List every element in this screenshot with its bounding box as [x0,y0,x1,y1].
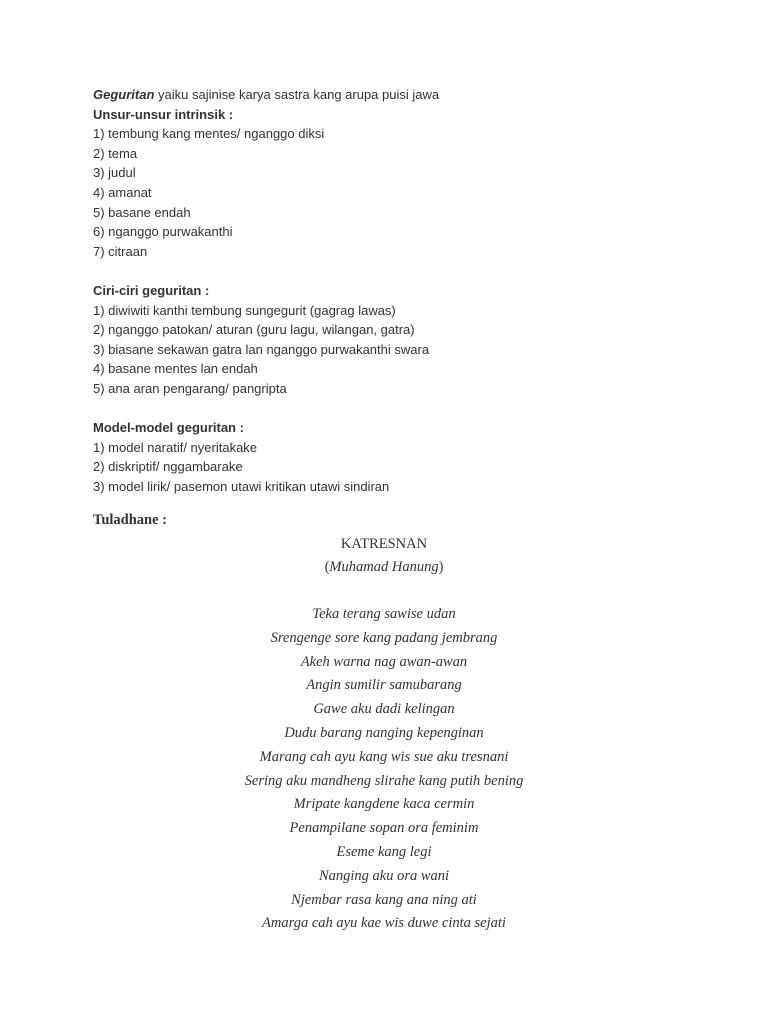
theory-section [93,85,693,496]
ciri-item: 2) nganggo patokan/ aturan (guru lagu, wilangan, gatra) [93,322,415,338]
poem-verses [0,603,768,936]
poem-verse: Nanging aku ora wani [318,867,450,884]
poem-verse: Mripate kangdene kaca cermin [293,796,475,813]
ciri-item: 3) biasane sekawan gatra lan nganggo purwakanthi swara [93,341,430,357]
poem-verse: Njembar rasa kang ana ning ati [291,891,477,908]
poem-verse: Gawe aku dadi kelingan [313,701,455,718]
author-paren-open: ( [324,559,330,575]
poem-verse: Marang cah ayu kang wis sue aku tresnani [259,748,509,765]
author-name: Muhamad Hanung [329,559,439,575]
author-paren-close: ) [438,559,444,575]
paragraph-spacer [93,399,693,419]
unsur-item: 1) tembung kang mentes/ nganggo diksi [93,126,325,142]
intro-line [93,85,693,105]
poem-author [0,556,768,578]
poem-verse: Sering aku mandheng slirahe kang putih bening [244,772,524,789]
poem-verse: Angin sumilir samubarang [306,677,462,694]
poem-verse: Penampilane sopan ora feminim [289,820,479,837]
ciri-heading: Ciri-ciri geguritan : [93,282,210,298]
model-heading: Model-model geguritan : [93,420,244,436]
ciri-item: 5) ana aran pengarang/ pangripta [93,380,287,396]
poem-title: KATRESNAN [340,536,428,552]
unsur-item: 4) amanat [93,184,152,200]
poem-verse: Eseme kang legi [336,843,432,860]
paragraph-spacer [93,261,693,281]
unsur-item: 7) citraan [93,243,148,259]
ciri-item: 1) diwiwiti kanthi tembung sungegurit (gagrag lawas) [93,302,396,318]
model-item: 3) model lirik/ pasemon utawi kritikan utawi sindiran [93,478,390,494]
unsur-item: 2) tema [93,145,138,161]
poem-verse: Amarga cah ayu kae wis duwe cinta sejati [262,915,506,932]
intro-definition: yaiku sajinise karya sastra kang arupa puisi jawa [154,87,440,102]
example-label: Tuladhane : [93,512,168,528]
unsur-item: 6) nganggo purwakanthi [93,224,233,240]
model-item: 2) diskriptif/ nggambarake [93,459,243,475]
intro-term: Geguritan [93,87,155,102]
ciri-item: 4) basane mentes lan endah [93,361,258,377]
poem-verse: Teka terang sawise udan [312,606,456,622]
poem-verse: Dudu barang nanging kepenginan [284,724,484,741]
unsur-heading: Unsur-unsur intrinsik : [93,106,234,122]
unsur-item: 5) basane endah [93,204,191,220]
model-item: 1) model naratif/ nyeritakake [93,439,258,455]
unsur-item: 3) judul [93,165,136,181]
poem-verse: Akeh warna nag awan-awan [300,653,468,670]
poem-verse: Srengenge sore kang padang jembrang [270,629,498,646]
